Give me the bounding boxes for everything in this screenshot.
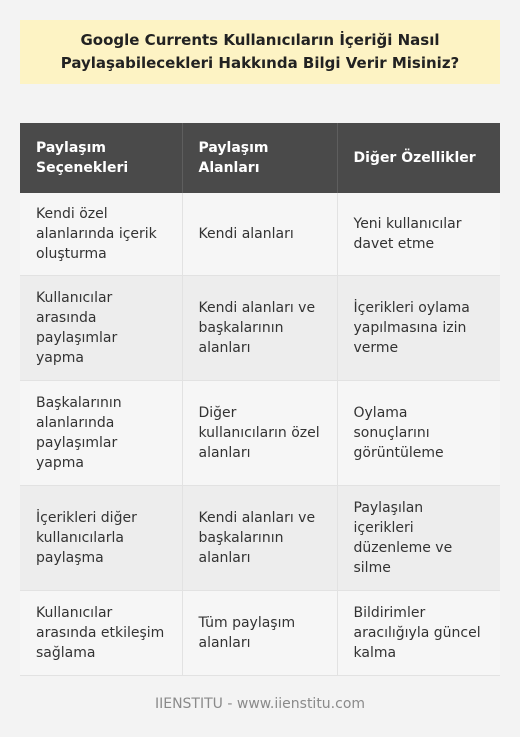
table-header-row — [20, 123, 500, 193]
table-row — [20, 591, 500, 676]
table-cell: Tüm paylaşım alanları — [182, 591, 337, 676]
sharing-table — [20, 123, 500, 676]
table-cell: Kullanıcılar arasında paylaşımlar yapma — [20, 276, 182, 381]
header-sharing-options: Paylaşım Seçenekleri — [20, 123, 182, 193]
table-cell: Paylaşılan içerikleri düzenleme ve silme — [337, 486, 500, 591]
table-cell: Kendi alanları ve başkalarının alanları — [182, 276, 337, 381]
title-banner — [20, 20, 500, 84]
table-row — [20, 276, 500, 381]
table-row — [20, 486, 500, 591]
table-cell: Kendi alanları ve başkalarının alanları — [182, 486, 337, 591]
table-cell: Kullanıcılar arasında etkileşim sağlama — [20, 591, 182, 676]
table-cell: Kendi alanları — [182, 193, 337, 276]
table-cell: Başkalarının alanlarında paylaşımlar yapma — [20, 381, 182, 486]
table-cell: Yeni kullanıcılar davet etme — [337, 193, 500, 276]
header-sharing-areas: Paylaşım Alanları — [182, 123, 337, 193]
footer-credit: IIENSTITU - www.iienstitu.com — [154, 696, 366, 712]
table-cell: İçerikleri oylama yapılmasına izin verme — [337, 276, 500, 381]
header-other-features: Diğer Özellikler — [337, 123, 500, 193]
table-cell: Kendi özel alanlarında içerik oluşturma — [20, 193, 182, 276]
table-cell: Oylama sonuçlarını görüntüleme — [337, 381, 500, 486]
table-row — [20, 381, 500, 486]
table-cell: Bildirimler aracılığıyla güncel kalma — [337, 591, 500, 676]
page-title: Google Currents Kullanıcıların İçeriği Nasıl Paylaşabilecekleri Hakkında Bilgi Verir Misiniz? — [60, 31, 460, 72]
table-row — [20, 193, 500, 276]
table-cell: Diğer kullanıcıların özel alanları — [182, 381, 337, 486]
table-cell: İçerikleri diğer kullanıcılarla paylaşma — [20, 486, 182, 591]
